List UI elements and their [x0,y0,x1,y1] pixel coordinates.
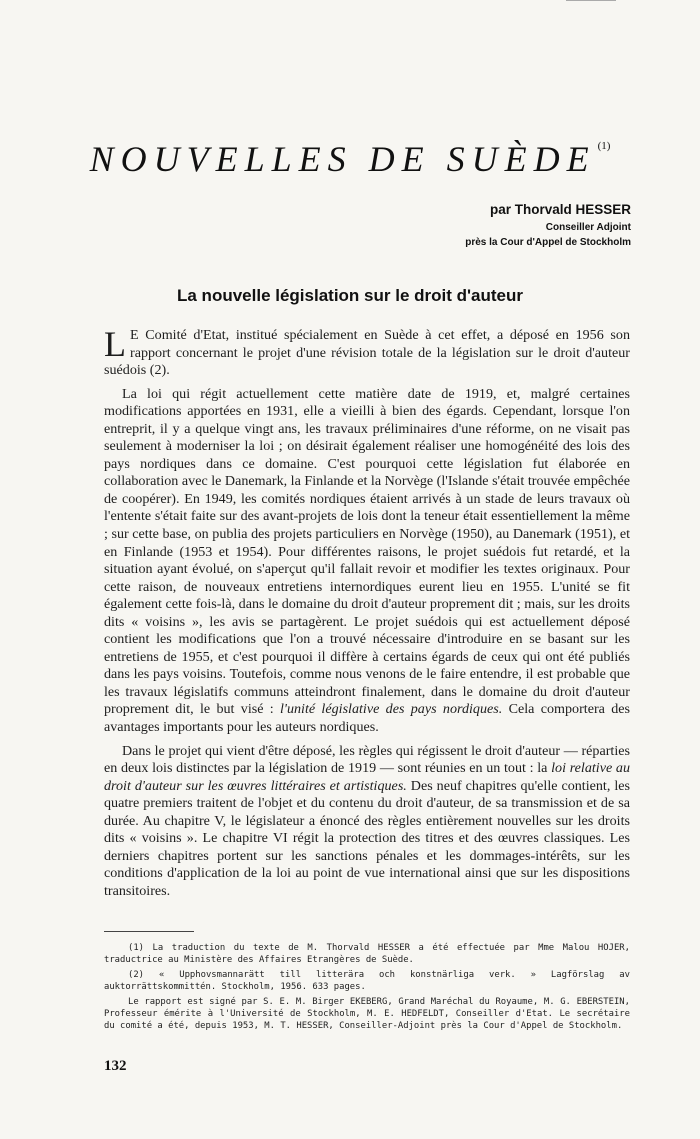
paragraph-3-end: Des neuf chapitres qu'elle contient, les quatre premiers traitent de l'objet et du contenu du droit d'auteur, de sa transmission et de sa durée. Au chapitre V, le législateur a énoncé des règles entièrement nouvelles sur les droits dits « voisins ». Le chapitre VI régit la protection des titres et des œuvres classiques. Les derniers chapitres portent sur les sanctions pénales et les dommages-intérêts, sur les conditions d'application de la loi au point de vue international ainsi que sur les dispositions transitoires. [104,777,630,899]
author-role: Conseiller Adjoint [545,222,631,233]
title-footnote-ref: (1) [597,140,611,152]
article-body [104,324,630,907]
paragraph-3 [104,743,630,901]
paragraph-1 [104,324,630,380]
paragraph-2-end: Cela comportera des avantages importants pour les auteurs nordiques. [104,701,630,736]
paragraph-2-text: La loi qui régit actuellement cette matière date de 1919, et, malgré certaines modifications apportées en 1931, elle a vieilli à bien des égards. Cependant, lorsque l'on entreprit, il y a quelque vingt ans, les travaux préliminaires d'une réforme, on ne visait pas seulement à moderniser la loi ; on désirait également réaliser une homogénéité des lois des pays nordiques dans ce domaine. C'est pourquoi cette législation fut élaborée en collaboration avec le Danemark, la Finlande et la Norvège (l'Islande s'était trouvée empêchée de coopérer). En 1949, les comités nordiques étaient arrivés à un stade de leurs travaux où l'entente s'était faite sur des avant-projets de lois dont la teneur était essentiellement la même ; sur cette base, on publia des projets particuliers en Norvège (1950), au Danemark (1951), et en Finlande (1953 et 1954). Pour différentes raisons, le projet suédois fut retardé, et la situation ayant évolué, on s'aperçut qu'il fallait revoir et modifier les textes originaux. Pour cette raison, de nouveaux entretiens internordiques eurent lieu en 1955. L'unité se fit également cette fois-là, dans le domaine du droit d'auteur proprement dit ; mais, sur les droits dits « voisins », les avis se partagèrent. Le projet suédois qui est actuellement déposé contient les modifications que l'on a trouvé nécessaire d'introduire en se basant sur les entretiens de 1955, et c'est pourquoi il diffère à certains égards de ceux qui ont été publiés dans les pays voisins. Toutefois, comme nous venons de le faire entendre, il est probable que les travaux législatifs communs atteindront finalement, dans le domaine du droit d'auteur proprement dit, le but visé : [104,385,630,718]
drop-cap: L [104,324,126,364]
byline [465,200,631,250]
author-court: près la Cour d'Appel de Stockholm [465,237,631,248]
footnote-divider [104,931,194,932]
footnote-1: (1) La traduction du texte de M. Thorvald HESSER a été effectuée par Mme Malou HOJER, traductrice au Ministère des Affaires Etrangères de Suède. [104,943,630,966]
section-heading: La nouvelle législation sur le droit d'auteur [177,286,523,305]
page-number: 132 [104,1058,127,1074]
footnote-3: Le rapport est signé par S. E. M. Birger EKEBERG, Grand Maréchal du Royaume, M. G. EBERSTEIN, Professeur émérite à l'Université de Stockholm, M. E. HEDFELDT, Conseiller d'Etat. Le secrétaire du comité a été, depuis 1953, M. T. HESSER, Conseiller-Adjoint près la Cour d'Appel de Stockholm. [104,996,630,1032]
author-name: par Thorvald HESSER [489,202,631,217]
article-title-text: NOUVELLES DE SUÈDE [89,139,596,179]
paragraph-3-text: Dans le projet qui vient d'être déposé, les règles qui régissent le droit d'auteur — réparties en deux lois distinctes par la législation de 1919 — sont réunies en un tout : la [104,742,630,777]
article-title [0,138,700,180]
paragraph-3-emphasis: loi relative au droit d'auteur sur les œuvres littéraires et artistiques. [104,760,630,794]
paragraph-1-text: E Comité d'Etat, institué spécialement en Suède à cet effet, a déposé en 1956 son rapport concernant le projet d'une révision totale de la législation sur le droit d'auteur suédois (2). [104,327,630,379]
paragraph-2 [104,386,630,737]
scan-mark [566,0,616,1]
paragraph-2-emphasis: l'unité législative des pays nordiques. [280,701,503,718]
footnote-2: (2) « Upphovsmannarätt till litterära och konstnärliga verk. » Lagförslag av auktorrättskommittén. Stockholm, 1956. 633 pages. [104,969,630,993]
footnotes [104,942,630,1035]
